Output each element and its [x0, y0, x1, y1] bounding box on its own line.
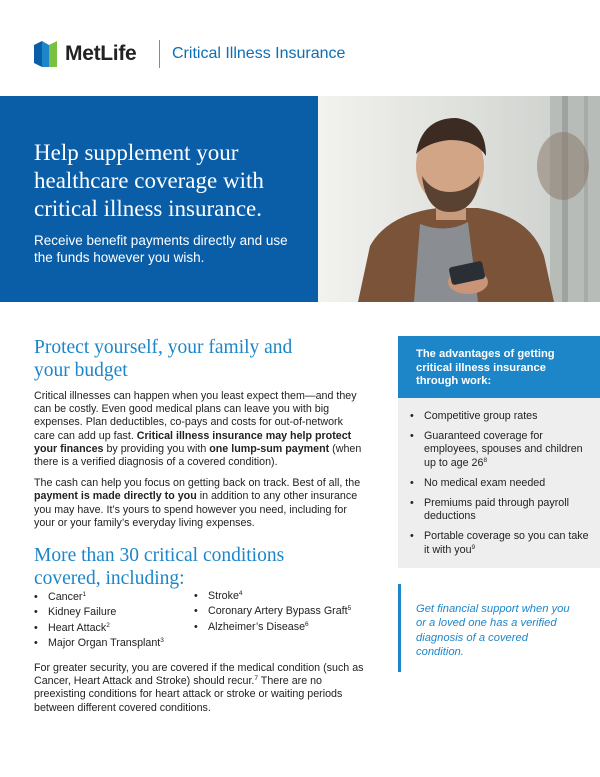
header-divider	[159, 40, 160, 68]
text-run: by providing you with	[103, 442, 210, 455]
advantages-title: The advantages of getting critical illness insurance through work:	[416, 348, 555, 388]
brand-name: MetLife	[65, 42, 137, 65]
list-item	[410, 430, 596, 470]
advantage-label: Premiums paid through payroll deductions	[424, 497, 569, 523]
page-header	[0, 0, 600, 96]
text-run: (when there is a verified diagnosis of a covered condition).	[34, 442, 362, 469]
metlife-logo	[34, 41, 158, 67]
condition-label: Coronary Artery Bypass Graft	[208, 605, 348, 618]
conditions-closing-paragraph	[34, 662, 364, 715]
metlife-logo-icon	[34, 41, 60, 67]
callout-text: Get financial support when you or a loved one has a verified diagnosis of a covered condition.	[416, 603, 570, 659]
hero-headline: Help supplement your healthcare coverage with critical illness insurance.	[34, 140, 264, 221]
footnote-ref: 5	[347, 605, 352, 613]
condition-label: Kidney Failure	[48, 606, 117, 619]
man-using-smartphone-photo	[318, 96, 600, 302]
text-run: The cash can help you focus on getting back on track. Best of all, the	[34, 477, 361, 490]
list-item	[410, 410, 596, 423]
footnote-ref: 8	[483, 456, 488, 464]
condition-label: Cancer	[48, 591, 83, 603]
protect-heading: Protect yourself, your family and your budget	[34, 337, 293, 381]
hero-text-panel	[0, 96, 318, 302]
footnote-ref: 9	[471, 543, 476, 551]
text-run: in addition to any other insurance you may have. It’s yours to spend however you need, including for your or your family’s everyday living expenses.	[34, 490, 358, 529]
callout-accent-bar	[398, 584, 401, 672]
list-item	[410, 477, 596, 490]
text-run-bold: one lump-sum payment	[209, 442, 330, 455]
footnote-ref: 1	[82, 591, 87, 598]
condition-label: Heart Attack	[48, 621, 107, 634]
condition-label: Stroke	[208, 590, 239, 602]
footnote-ref: 6	[305, 620, 309, 628]
footnote-ref: 7	[254, 675, 259, 683]
protect-paragraph-2	[34, 477, 364, 530]
condition-label: Major Organ Transplant	[48, 636, 161, 649]
advantages-header	[398, 336, 600, 398]
list-item	[410, 497, 596, 523]
advantage-label: Portable coverage so you can take it with you	[424, 530, 589, 556]
list-item	[34, 590, 164, 605]
main-content	[34, 336, 364, 590]
advantage-label: Competitive group rates	[424, 410, 538, 422]
text-run: For greater security, you are covered if the medical condition (such as Cancer, Heart Attack and Stroke) should recur.	[34, 662, 364, 688]
text-run: There are no preexisting conditions for heart attack or stroke or waiting periods between different covered conditions.	[34, 675, 343, 714]
condition-label: Alzheimer’s Disease	[208, 620, 306, 633]
list-item	[34, 621, 164, 636]
hero-subheadline: Receive benefit payments directly and use the funds however you wish.	[34, 233, 288, 265]
advantages-sidebar	[398, 336, 600, 568]
advantages-list	[410, 410, 596, 564]
list-item	[410, 530, 596, 556]
protect-paragraph-1	[34, 390, 364, 469]
text-run: Critical illnesses can happen when you least expect them—and they can be costly. Even good medical plans can leave you with big expenses. Plan deductibles, co-pays and costs for out-of-network care can add up fast.	[34, 390, 357, 442]
hero-banner	[0, 96, 600, 302]
list-item	[194, 604, 351, 619]
advantage-label: Guaranteed coverage for employees, spouses and children up to age 26	[424, 430, 583, 469]
list-item	[34, 636, 164, 651]
conditions-heading: More than 30 critical conditions covered, including:	[34, 545, 285, 590]
footnote-ref: 3	[160, 636, 164, 644]
text-run-bold: payment is made directly to you	[34, 490, 197, 503]
footnote-ref: 4	[238, 590, 243, 597]
list-item	[194, 589, 351, 604]
financial-support-callout	[398, 584, 600, 672]
product-title: Critical Illness Insurance	[172, 45, 346, 62]
conditions-list	[34, 590, 374, 652]
advantage-label: No medical exam needed	[424, 476, 546, 489]
list-item	[194, 620, 351, 635]
text-run-bold: Critical illness insurance may help protect your finances	[34, 429, 352, 455]
footnote-ref: 2	[106, 621, 110, 629]
conditions-column-2	[194, 589, 351, 635]
list-item	[34, 605, 164, 620]
conditions-column-1	[34, 590, 164, 651]
